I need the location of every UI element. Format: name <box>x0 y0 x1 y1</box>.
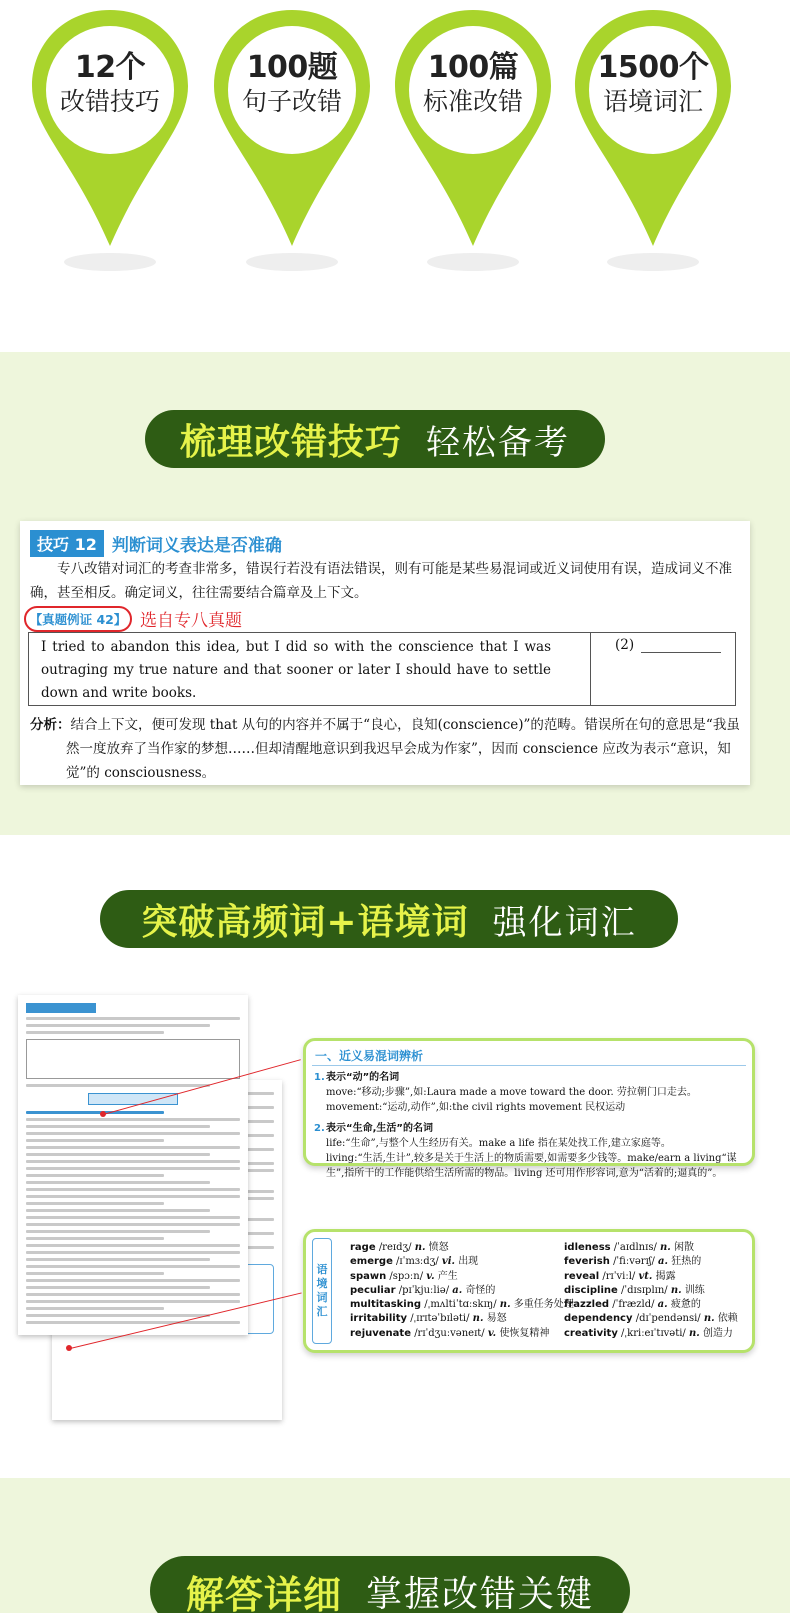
vocab-pronunciation: /ˌmʌltiˈtɑːskɪŋ/ <box>424 1299 497 1311</box>
vocab-word: emerge <box>350 1256 393 1268</box>
vocab-pronunciation: /ˈfræzld/ <box>612 1299 655 1311</box>
group-title-text: 表示“生命,生活”的名词 <box>326 1123 433 1134</box>
map-pin-icon <box>393 8 553 278</box>
group-number: 2. <box>314 1123 325 1134</box>
analysis-text: 结合上下文，便可发现 that 从句的内容并不属于“良心，良知(conscience)”的范畴。错误所在句的意思是“我虽然一度放弃了当作家的梦想……但却清醒地意识到我迟早会成为作家”，因而 conscience 应改为表示“意识，知觉”的 consciousness。 <box>66 717 740 781</box>
vocab-word: rage <box>350 1242 376 1253</box>
pin-number: 100题 <box>246 50 338 85</box>
tip-title: 判断词义表达是否准确 <box>111 536 282 556</box>
vocab-word: spawn <box>350 1270 387 1282</box>
banner-highlight: 突破高频词+语境词 <box>141 901 469 943</box>
tip-badge: 技巧 12 <box>30 530 104 557</box>
banner-highlight: 梳理改错技巧 <box>179 421 402 463</box>
vocab-word: rejuvenate <box>350 1327 411 1339</box>
map-pin-icon <box>212 8 372 278</box>
definition-line: movement:“运动,动作”,如:the civil rights movement 民权运动 <box>326 1102 626 1113</box>
vocab-meaning: 产生 <box>437 1270 458 1282</box>
vocab-pos: n. <box>703 1313 715 1325</box>
vocab-pos: n. <box>414 1242 426 1253</box>
answer-blank-line <box>641 652 721 653</box>
group-title <box>314 1121 748 1136</box>
vocab-entry <box>564 1284 738 1298</box>
vocab-entry <box>350 1270 574 1284</box>
vocab-meaning: 闲散 <box>673 1242 694 1253</box>
vocab-pronunciation: /ɪˈmɜːdʒ/ <box>396 1256 439 1268</box>
vocab-word: feverish <box>564 1256 610 1268</box>
vocab-pos: n. <box>670 1284 682 1296</box>
vocab-column-right <box>564 1241 738 1341</box>
tip-intro: 专八改错对词汇的考查非常多，错误行若没有语法错误，则有可能是某些易混词或近义词使用有误，造成词义不准确，甚至相反。确定词义，往往需要结合篇章及上下文。 <box>30 561 732 601</box>
map-pin-icon <box>573 8 733 278</box>
group-title-text: 表示“动”的名词 <box>326 1072 400 1083</box>
vocab-pos: a. <box>658 1256 669 1268</box>
vocab-pronunciation: /dɪˈpendənsi/ <box>635 1313 701 1325</box>
definition-line: living:“生活,生计”,较多是关于生活上的物质需要,如需要多少钱等。make/earn a living“谋生”,指所干的工作能供给生活所需的物品。living 还可用作形容词,意为“活着的;逼真的”。 <box>326 1153 737 1179</box>
section-banner <box>145 410 605 468</box>
answer-blank-label: (2) <box>615 637 635 653</box>
example-box <box>28 632 736 706</box>
vocab-meaning: 训练 <box>684 1284 705 1296</box>
group-number: 1. <box>314 1072 325 1083</box>
pin-label: 改错技巧 <box>59 87 160 116</box>
vocab-pronunciation: /rɪˈviːl/ <box>602 1270 636 1282</box>
vocab-pos: a. <box>657 1299 668 1311</box>
pin-0 <box>30 8 190 278</box>
vocab-pronunciation: /ˈaɪdlnɪs/ <box>613 1242 657 1253</box>
section-banner <box>100 890 678 948</box>
vocab-meaning: 创造力 <box>702 1327 733 1339</box>
vocab-word: frazzled <box>564 1299 610 1311</box>
vocab-pronunciation: /ˈfiːvərɪʃ/ <box>613 1256 655 1268</box>
vocab-pos: v. <box>487 1327 497 1339</box>
vocab-pos: vi. <box>441 1256 455 1268</box>
vocab-pos: a. <box>452 1284 463 1296</box>
technique-sample-card <box>20 521 750 785</box>
vocab-pronunciation: /ˌkriːeɪˈtɪvəti/ <box>621 1327 686 1339</box>
vocabulary-tab: 语境词汇 <box>312 1238 332 1344</box>
vocab-pos: vt. <box>638 1270 653 1282</box>
vocab-entry <box>564 1312 738 1326</box>
vocab-meaning: 奇怪的 <box>465 1284 496 1296</box>
definition-line: move:“移动;步骤”,如:Laura made a move toward the door. 劳拉朝门口走去。 <box>326 1087 697 1098</box>
section-banner <box>150 1556 630 1613</box>
example-text: I tried to abandon this idea, but I did so with the conscience that I was outraging my true nature and that sooner or later I should have to settle down and write books. <box>41 639 551 701</box>
banner-subtitle: 强化词汇 <box>492 902 637 943</box>
example-tag: 【真题例证 42】 <box>24 606 132 632</box>
vocab-word: dependency <box>564 1313 633 1325</box>
vocab-column-left <box>350 1241 574 1341</box>
pin-label: 句子改错 <box>241 87 342 116</box>
vocab-meaning: 依赖 <box>717 1313 738 1325</box>
pin-label: 标准改错 <box>422 87 523 116</box>
definition-line: life:“生命”,与整个人生经历有关。make a life 指在某处找工作,建立家庭等。 <box>326 1138 671 1149</box>
section-answers <box>0 1478 790 1613</box>
tip-header <box>30 530 282 557</box>
vocab-meaning: 使恢复精神 <box>499 1327 550 1339</box>
vocab-pos: v. <box>426 1270 435 1282</box>
banner-subtitle: 轻松备考 <box>426 422 570 463</box>
vocab-word: irritability <box>350 1313 407 1325</box>
pin-number: 1500个 <box>597 50 709 85</box>
pin-label: 语境词汇 <box>602 87 703 116</box>
vocab-pos: n. <box>472 1313 484 1325</box>
banner-subtitle: 掌握改错关键 <box>366 1573 595 1613</box>
pin-number: 100篇 <box>427 50 519 85</box>
vocab-entry <box>350 1327 574 1341</box>
pin-1 <box>212 8 372 278</box>
vocab-pos: n. <box>660 1242 671 1253</box>
vocab-meaning: 易怒 <box>486 1313 507 1325</box>
vocab-entry <box>350 1255 574 1269</box>
section-vocabulary <box>0 835 790 1478</box>
vocab-meaning: 出现 <box>458 1256 479 1268</box>
vocab-pronunciation: /reɪdʒ/ <box>378 1242 412 1253</box>
map-pin-icon <box>30 8 190 278</box>
example-source-note: 选自专八真题 <box>140 611 242 631</box>
pin-3 <box>573 8 733 278</box>
vocab-word: idleness <box>564 1242 611 1253</box>
vocab-word: discipline <box>564 1284 618 1296</box>
vocab-pronunciation: /pɪˈkjuːliə/ <box>398 1284 450 1296</box>
vocab-entry <box>564 1241 738 1255</box>
vocab-entry <box>350 1312 574 1326</box>
vocab-entry <box>564 1255 738 1269</box>
banner-highlight: 解答详细 <box>185 1572 342 1613</box>
vocab-meaning: 多重任务处理 <box>513 1299 574 1311</box>
vocab-word: reveal <box>564 1270 600 1282</box>
book-page-thumbnail-front <box>18 995 248 1335</box>
vocab-pronunciation: /spɔːn/ <box>389 1270 424 1282</box>
vocab-word: multitasking <box>350 1299 422 1311</box>
vocab-meaning: 疲惫的 <box>670 1299 701 1311</box>
vocab-pos: n. <box>499 1299 511 1311</box>
vocab-pronunciation: /ˌɪrɪtəˈbɪləti/ <box>410 1313 470 1325</box>
vocab-pos: n. <box>688 1327 700 1339</box>
vocab-meaning: 揭露 <box>655 1270 676 1282</box>
vocab-word: creativity <box>564 1327 618 1339</box>
analysis-label: 分析： <box>30 717 71 733</box>
vocab-entry <box>350 1241 574 1255</box>
feature-pins <box>0 0 790 352</box>
pin-number: 12个 <box>74 50 146 85</box>
vocab-pronunciation: /ˈdɪsɪplɪn/ <box>621 1284 668 1296</box>
group-title <box>314 1070 748 1085</box>
zoom-synonym-analysis <box>303 1038 755 1179</box>
vocab-meaning: 狂热的 <box>671 1256 702 1268</box>
pin-2 <box>393 8 553 278</box>
zoom-context-vocabulary <box>303 1229 755 1353</box>
zoom-heading: 一、近义易混词辨析 <box>315 1049 424 1063</box>
vocab-meaning: 愤怒 <box>428 1242 449 1253</box>
vocab-entry <box>564 1327 738 1341</box>
vocab-pronunciation: /rɪˈdʒuːvəneɪt/ <box>414 1327 485 1339</box>
vocab-word: peculiar <box>350 1284 396 1296</box>
vocab-entry <box>350 1298 574 1312</box>
example-divider <box>590 633 591 705</box>
analysis <box>30 713 742 785</box>
vocab-entry <box>564 1270 738 1284</box>
vocab-entry <box>564 1298 738 1312</box>
vocab-entry <box>350 1284 574 1298</box>
